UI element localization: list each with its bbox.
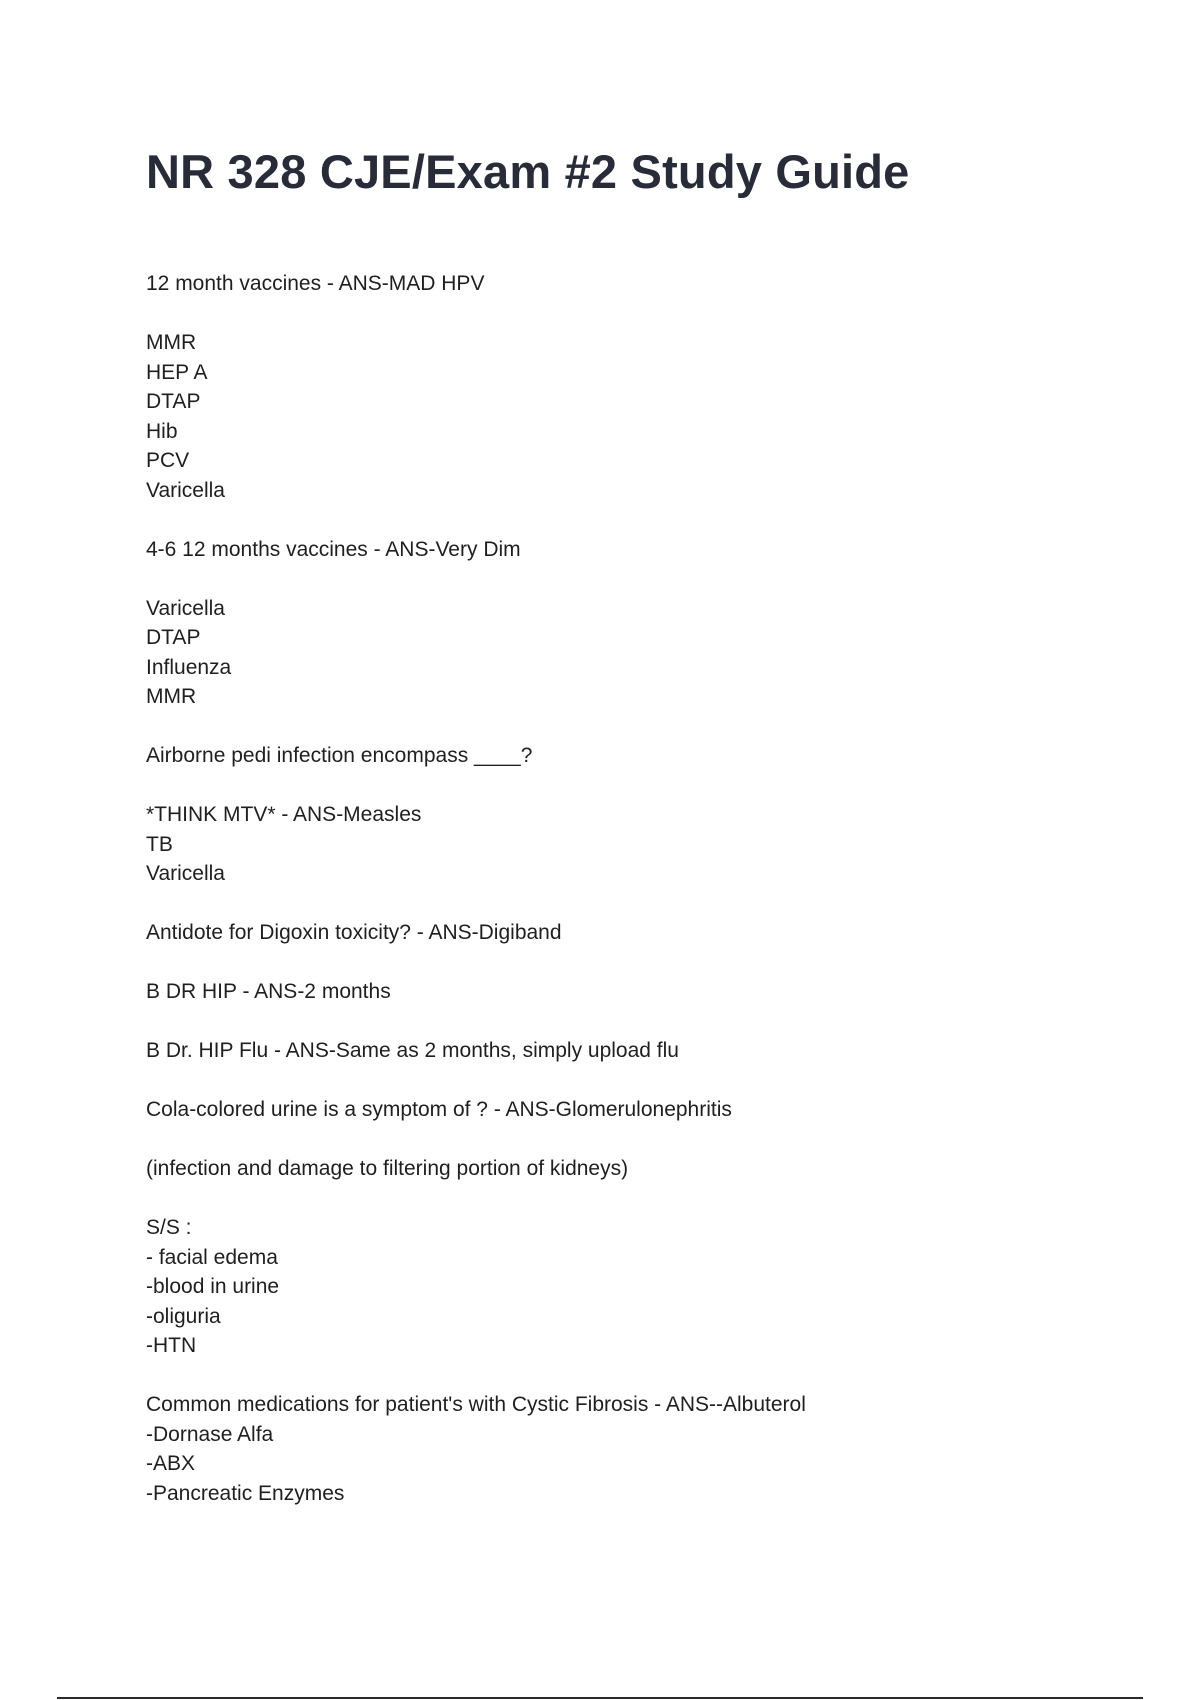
text-line: Varicella [146, 862, 225, 885]
paragraph [146, 800, 1106, 889]
text-line: Antidote for Digoxin toxicity? - ANS-Digiband [146, 921, 562, 944]
text-line: - facial edema [146, 1245, 278, 1269]
paragraph [146, 328, 1106, 505]
text-line: PCV [146, 449, 190, 472]
text-line: DTAP [146, 626, 201, 649]
text-line: Varicella [146, 478, 225, 502]
text-line: -HTN [146, 1334, 197, 1357]
footer-divider [57, 1697, 1143, 1699]
text-line: (infection and damage to filtering portion of kidneys) [146, 1157, 629, 1180]
text-line: HEP A [146, 360, 208, 384]
text-line: 4-6 12 months vaccines - ANS-Very Dim [146, 537, 521, 561]
text-line: 12 month vaccines - ANS-MAD HPV [146, 272, 485, 295]
paragraph [146, 594, 1106, 712]
text-line: B DR HIP - ANS-2 months [146, 980, 391, 1003]
paragraph [146, 1213, 1106, 1361]
text-line: Influenza [146, 655, 232, 679]
text-line: DTAP [146, 390, 201, 413]
text-line: -Pancreatic Enzymes [146, 1481, 345, 1505]
text-line: *THINK MTV* - ANS-Measles [146, 803, 422, 826]
text-line: -oliguria [146, 1304, 221, 1328]
text-line: B Dr. HIP Flu - ANS-Same as 2 months, simply upload flu [146, 1039, 679, 1062]
document-body [146, 269, 1106, 1538]
text-line: -ABX [146, 1452, 196, 1475]
text-line: -blood in urine [146, 1275, 280, 1298]
paragraph [146, 977, 1106, 1007]
paragraph [146, 1095, 1106, 1125]
paragraph [146, 741, 1106, 771]
paragraph [146, 269, 1106, 299]
paragraph [146, 1154, 1106, 1184]
text-line: Cola-colored urine is a symptom of ? - ANS-Glomerulonephritis [146, 1098, 732, 1121]
text-line: Hib [146, 419, 178, 443]
text-line: Common medications for patient's with Cystic Fibrosis - ANS--Albuterol [146, 1393, 806, 1416]
text-line: -Dornase Alfa [146, 1422, 274, 1446]
text-line: MMR [146, 331, 197, 354]
text-line: MMR [146, 685, 197, 708]
paragraph [146, 535, 1106, 565]
text-line: TB [146, 832, 173, 856]
text-line: Varicella [146, 596, 225, 620]
text-line: Airborne pedi infection encompass ____? [146, 744, 533, 767]
page-title: NR 328 CJE/Exam #2 Study Guide [146, 145, 910, 198]
text-line: S/S : [146, 1216, 192, 1239]
paragraph [146, 918, 1106, 948]
paragraph [146, 1390, 1106, 1508]
paragraph [146, 1036, 1106, 1066]
